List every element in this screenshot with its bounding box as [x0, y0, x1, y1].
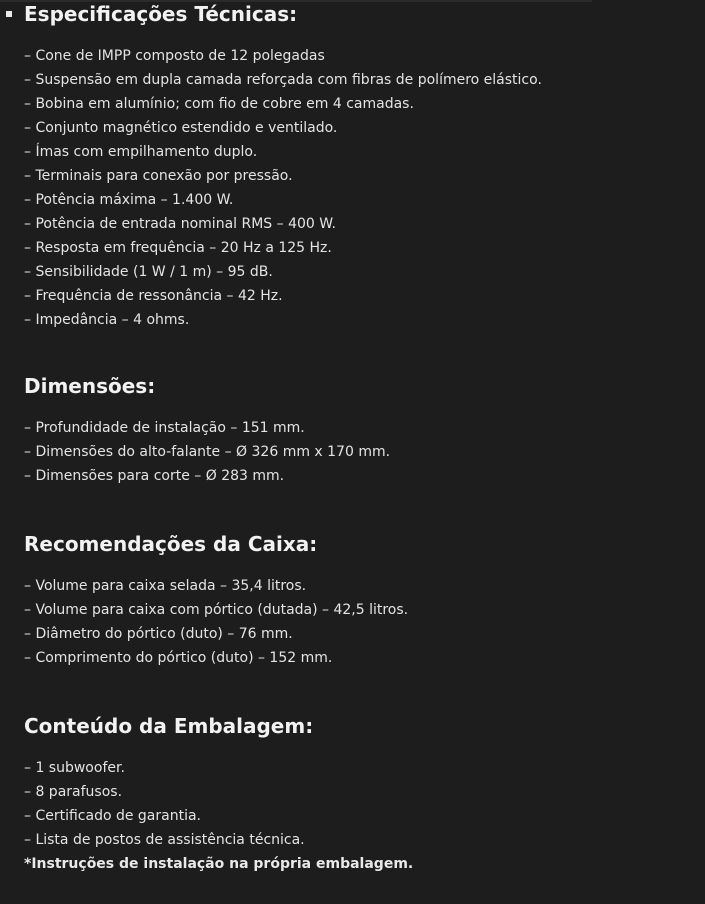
square-bullet-icon: [6, 11, 12, 17]
list-item: – Resposta em frequência – 20 Hz a 125 Hz.: [24, 240, 332, 256]
dimensions-list: [24, 416, 684, 488]
list-item: – Terminais para conexão por pressão.: [24, 168, 293, 184]
list-item: – Ímas com empilhamento duplo.: [24, 144, 258, 160]
list-item: – Conjunto magnético estendido e ventilado.: [24, 120, 338, 136]
list-item: – Dimensões do alto-falante – Ø 326 mm x 170 mm.: [24, 444, 391, 460]
list-item: – Impedância – 4 ohms.: [24, 312, 190, 328]
package-contents-list: [24, 756, 684, 852]
list-item: – Comprimento do pórtico (duto) – 152 mm.: [24, 650, 333, 666]
list-item: – Sensibilidade (1 W / 1 m) – 95 dB.: [24, 264, 273, 280]
list-item: – Certificado de garantia.: [24, 808, 202, 824]
box-recommendations-heading: Recomendações da Caixa:: [24, 532, 318, 556]
list-item: – Suspensão em dupla camada reforçada com fibras de polímero elástico.: [24, 72, 542, 88]
list-item: – Potência de entrada nominal RMS – 400 W.: [24, 216, 336, 232]
list-item: – Frequência de ressonância – 42 Hz.: [24, 288, 283, 304]
list-item: – Volume para caixa com pórtico (dutada) – 42,5 litros.: [24, 602, 409, 618]
list-item: – Bobina em alumínio; com fio de cobre em 4 camadas.: [24, 96, 414, 112]
list-item: – Potência máxima – 1.400 W.: [24, 192, 234, 208]
list-item: – Volume para caixa selada – 35,4 litros.: [24, 578, 307, 594]
specs-list: [24, 44, 684, 332]
list-item: – Lista de postos de assistência técnica.: [24, 832, 305, 848]
list-item: – 8 parafusos.: [24, 784, 123, 800]
list-item: – Dimensões para corte – Ø 283 mm.: [24, 468, 285, 484]
product-specifications: [24, 0, 684, 876]
dimensions-heading: Dimensões:: [24, 374, 156, 398]
specs-heading: [24, 0, 684, 36]
list-item: – 1 subwoofer.: [24, 760, 125, 776]
specs-heading-text: Especificações Técnicas:: [24, 2, 298, 26]
installation-note: *Instruções de instalação na própria embalagem.: [24, 856, 414, 872]
list-item: – Cone de IMPP composto de 12 polegadas: [24, 48, 325, 64]
list-item: – Profundidade de instalação – 151 mm.: [24, 420, 305, 436]
package-contents-heading: Conteúdo da Embalagem:: [24, 714, 314, 738]
box-recommendations-list: [24, 574, 684, 670]
list-item: – Diâmetro do pórtico (duto) – 76 mm.: [24, 626, 293, 642]
